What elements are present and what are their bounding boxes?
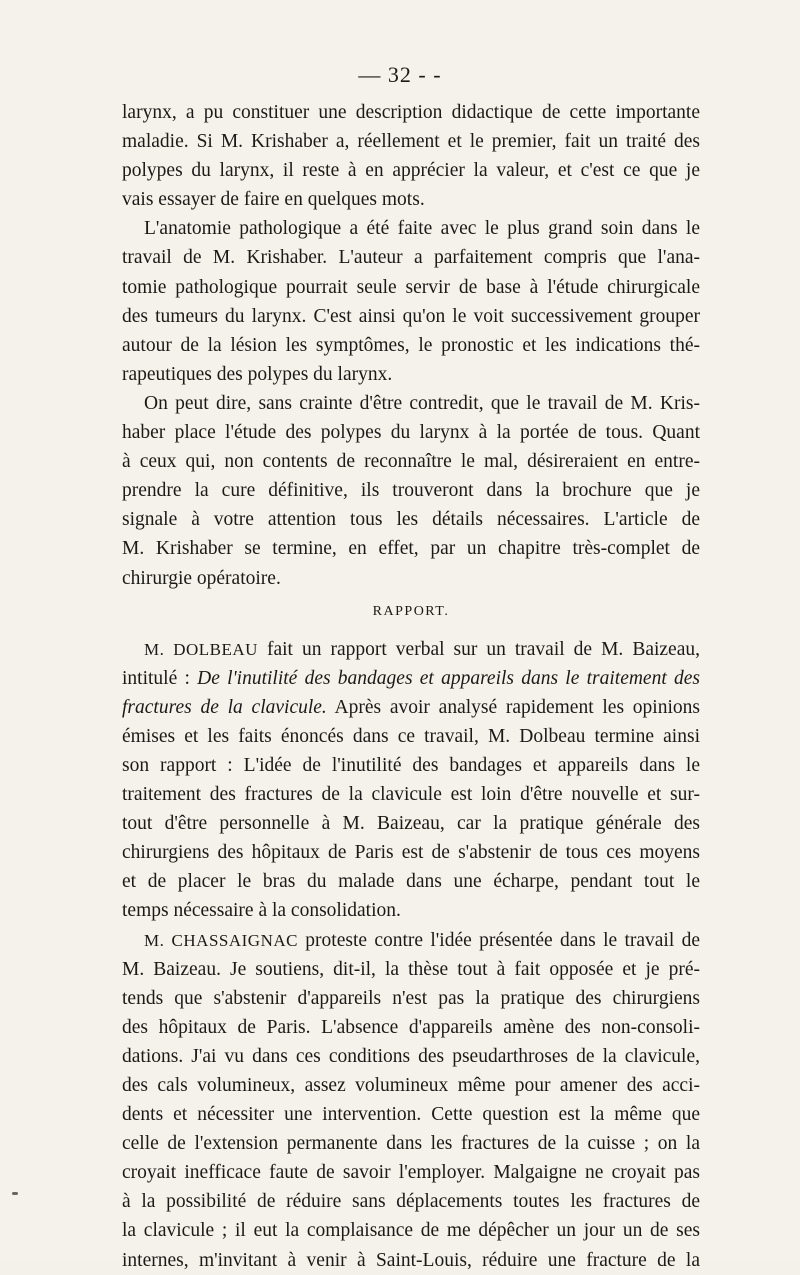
text-line: dents et nécessiter une intervention. Cette question est la même que [122,1104,700,1126]
section-heading: RAPPORT. [372,603,450,619]
text-line: tout d'être personnelle à M. Baizeau, car la pratique générale des [122,813,700,835]
text-fragment: fait un rapport verbal sur un travail de M. Baizeau, [257,638,700,660]
text-line: prendre la cure définitive, ils trouveront dans la brochure que je [122,480,700,502]
text-line: chirurgiens des hôpitaux de Paris est de s'abstenir de tous ces moyens [122,842,700,864]
paragraph-krishaber-treatise [122,98,700,214]
text-line: On peut dire, sans crainte d'être contredit, que le travail de M. Kris- [144,392,700,414]
text-line: M. Baizeau. Je soutiens, dit-il, la thèse tout à fait opposée et je pré- [122,958,700,980]
text-line: tends que s'abstenir d'appareils n'est pas la pratique des chirurgiens [122,987,700,1009]
speaker-name: M. DOLBEAU [144,639,258,659]
text-line: des tumeurs du larynx. C'est ainsi qu'on le voit successivement grouper [122,305,700,327]
text-line: rapeutiques des polypes du larynx. [122,363,393,385]
text-line: internes, m'invitant à venir à Saint-Louis, réduire une fracture de la [122,1249,700,1271]
print-speck [12,1192,18,1195]
text-line: à la possibilité de réduire sans déplacements toutes les fractures de [122,1191,700,1213]
text-line: signale à votre attention tous les détails nécessaires. L'article de [122,509,700,531]
text-line: larynx, a pu constituer une description didactique de cette importante [122,102,700,123]
text-line: la clavicule ; il eut la complaisance de me dépêcher un jour un de ses [122,1220,700,1242]
text-line: des cals volumineux, assez volumineux même pour amener des acci- [122,1075,700,1096]
text-line: L'anatomie pathologique a été faite avec le plus grand soin dans le [144,218,700,240]
text-line: autour de la lésion les symptômes, le pronostic et les indications thé- [122,334,700,356]
work-title: fractures de la clavicule. [122,696,327,718]
text-line: travail de M. Krishaber. L'auteur a parfaitement compris que l'ana- [122,247,700,269]
text-line: dations. J'ai vu dans ces conditions des pseudarthroses de la clavicule, [122,1045,700,1067]
text-fragment: intitulé : [122,667,198,689]
text-line [122,664,700,693]
text-line: et de placer le bras du malade dans une écharpe, pendant tout le [122,871,700,893]
text-line [122,635,700,664]
text-line: à ceux qui, non contents de reconnaître le mal, désireraient en entre- [122,451,700,473]
text-line: M. Krishaber se termine, en effet, par un chapitre très-complet de [122,538,700,560]
text-line [122,926,700,955]
text-line: son rapport : L'idée de l'inutilité des bandages et appareils dans le [122,754,700,776]
text-line [122,693,700,722]
paragraph-conclusion-krishaber [122,389,700,593]
text-line: traitement des fractures de la clavicule est loin d'être nouvelle et sur- [122,784,700,806]
text-line: chirurgie opératoire. [122,567,281,589]
text-line: tomie pathologique pourrait seule servir de base à l'étude chirurgicale [122,276,700,298]
speaker-name: M. CHASSAIGNAC [144,930,298,950]
text-line: celle de l'extension permanente dans les fractures de la cuisse ; on la [122,1133,700,1155]
paragraph-pathological-anatomy [122,214,700,389]
text-line: émises et les faits énoncés dans ce travail, M. Dolbeau termine ainsi [122,725,700,747]
text-line: polypes du larynx, il reste à en apprécier la valeur, et c'est ce que je [122,160,700,182]
text-fragment: Après avoir analysé rapidement les opinions [326,696,700,718]
paragraph-dolbeau-report [122,635,700,926]
paragraph-chassaignac-protest [122,926,700,1275]
text-line: temps nécessaire à la consolidation. [122,900,401,922]
text-line: vais essayer de faire en quelques mots. [122,189,425,211]
text-line: croyait inefficace faute de savoir l'employer. Malgaigne ne croyait pas [122,1162,700,1184]
work-title: De l'inutilité des bandages et appareils dans le traitement des [197,667,700,689]
text-fragment: proteste contre l'idée présentée dans le travail de [297,929,700,951]
text-body [122,98,700,1275]
text-line: maladie. Si M. Krishaber a, réellement et le premier, fait un traité des [122,131,700,153]
text-line: des hôpitaux de Paris. L'absence d'appareils amène des non-consoli- [122,1016,700,1038]
page-number: — 32 - - [358,62,442,87]
text-line: haber place l'étude des polypes du larynx à la portée de tous. Quant [122,422,700,444]
